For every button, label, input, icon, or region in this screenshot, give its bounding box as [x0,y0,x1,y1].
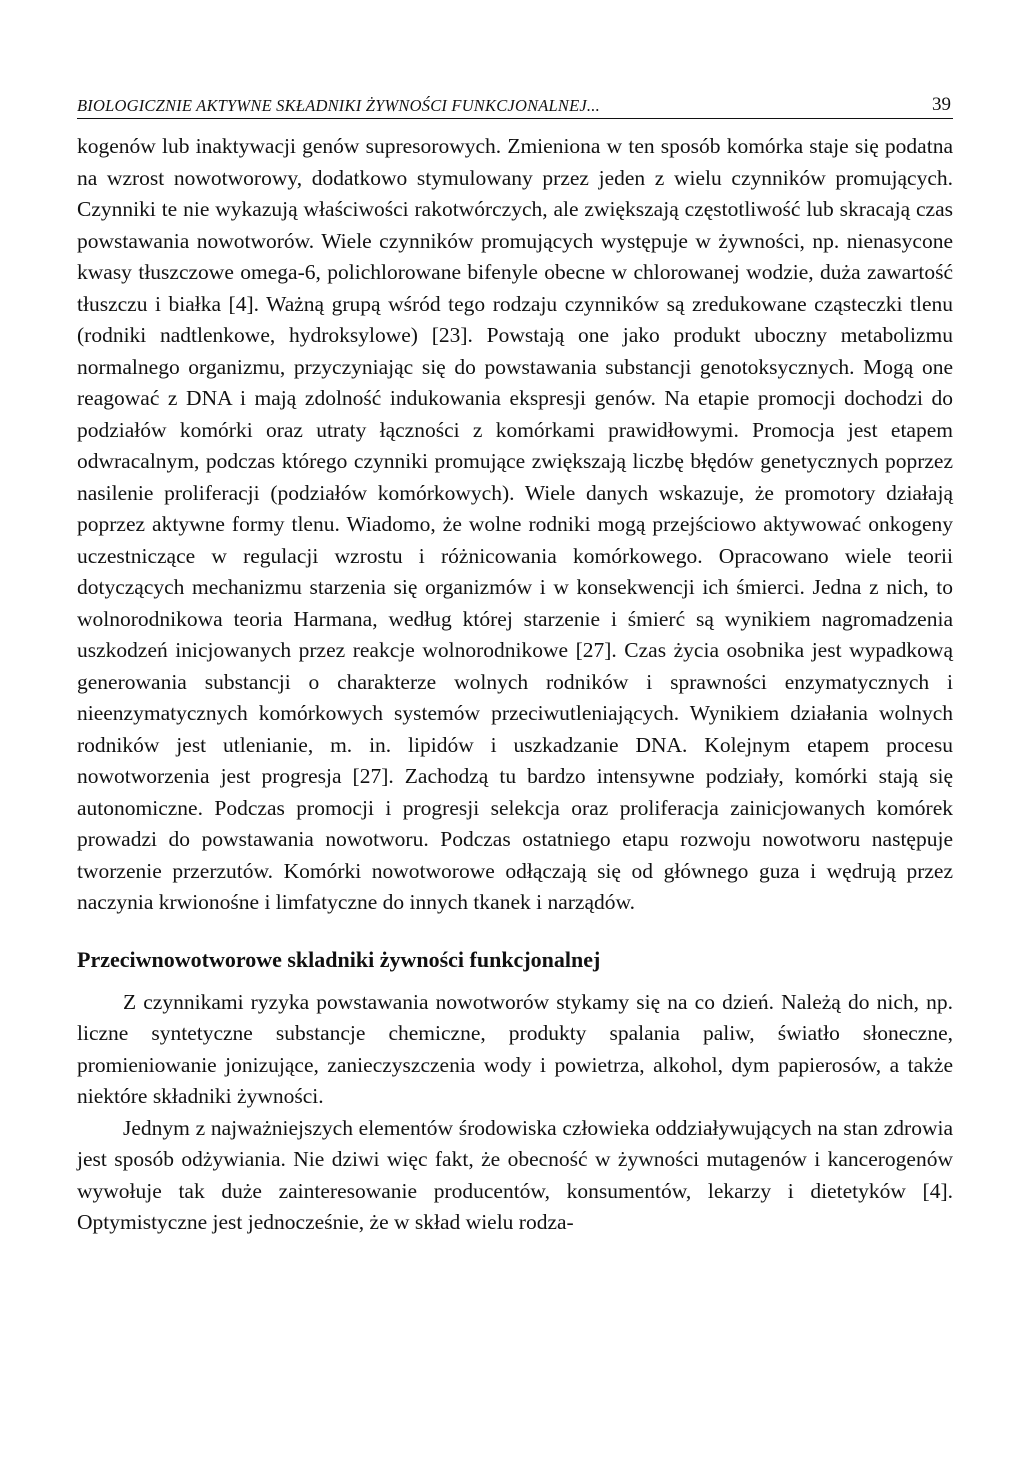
paragraph-nutrition: Jednym z najważniejszych elementów środowiska człowieka oddziaływujących na stan zdrowia jest sposób odżywiania. Nie dziwi więc fakt, że obecność w żywności mutagenów i kancerogenów wywołuje tak duże zainteresowanie producentów, konsumentów, lekarzy i dietetyków [4]. Optymistyczne jest jednocześnie, że w skład wielu rodza- [77,1115,953,1234]
paragraph-continuation: kogenów lub inaktywacji genów supresorowych. Zmieniona w ten sposób komórka staje się podatna na wzrost nowotworowy, dodatkowo stymulowany przez jeden z wielu czynników promujących. Czynniki te nie wykazują właściwości rakotwórczych, ale zwiększają częstotliwość lub skracają czas powstawania nowotworów. Wiele czynników promujących występuje w żywności, np. nienasycone kwasy tłuszczowe omega-6, polichlorowane bifenyle obecne w chlorowanej wodzie, duża zawartość tłuszczu i białka [4]. Ważną grupą wśród tego rodzaju czynników są zredukowane cząsteczki tlenu (rodniki nadtlenkowe, hydroksylowe) [23]. Powstają one jako produkt uboczny metabolizmu normalnego organizmu, przyczyniając się do powstawania substancji genotoksycznych. Mogą one reagować z DNA i mają zdolność indukowania ekspresji genów. Na etapie promocji dochodzi do podziałów komórki oraz utraty łączności z komórkami prawidłowymi. Promocja jest etapem odwracalnym, podczas którego czynniki promujące zwiększają liczbę błędów genetycznych poprzez nasilenie proliferacji (podziałów komórkowych). Wiele danych wskazuje, że promotory działają poprzez aktywne formy tlenu. Wiadomo, że wolne rodniki mogą przejściowo aktywować onkogeny uczestniczące w regulacji wzrostu i różnicowania komórkowego. Opracowano wiele teorii dotyczących mechanizmu starzenia się organizmów i w konsekwencji ich śmierci. Jedna z nich, to wolnorodnikowa teoria Harmana, według której starzenie i śmierć są wynikiem nagromadzenia uszkodzeń inicjowanych przez reakcje wolnorodnikowe [27]. Czas życia osobnika jest wypadkową generowania substancji o charakterze wolnych rodników i sprawności enzymatycznych i nieenzymatycznych komórkowych systemów przeciwutleniających. Wynikiem działania wolnych rodników jest utlenianie, m. in. lipidów i uszkadzanie DNA. Kolejnym etapem procesu nowotworzenia jest progresja [27]. Zachodzą tu bardzo intensywne podziały, komórki stają się autonomiczne. Podczas promocji i progresji selekcja oraz proliferacja zainicjowanych komórek prowadzi do powstawania nowotworu. Podczas ostatniego etapu rozwoju nowotworu następuje tworzenie przerzutów. Komórki nowotworowe odłączają się od głównego guza i wędrują przez naczynia krwionośne i limfatyczne do innych tkanek i narządów. [77,134,953,914]
paragraph-risk-factors: Z czynnikami ryzyka powstawania nowotworów stykamy się na co dzień. Należą do nich, np. liczne syntetyczne substancje chemiczne, produkty spalania paliw, światło słoneczne, promieniowanie jonizujące, zanieczyszczenia wody i powietrza, alkohol, dym papierosów, a także niektóre składniki żywności. [77,989,953,1108]
running-header [77,88,953,119]
page-number: 39 [932,94,951,115]
body-text [77,131,953,1239]
running-title: BIOLOGICZNIE AKTYWNE SKŁADNIKI ŻYWNOŚCI FUNKCJONALNEJ... [77,96,600,115]
book-page [77,88,953,1239]
section-heading: Przeciwnowotworowe skladniki żywności funkcjonalnej [77,946,601,972]
